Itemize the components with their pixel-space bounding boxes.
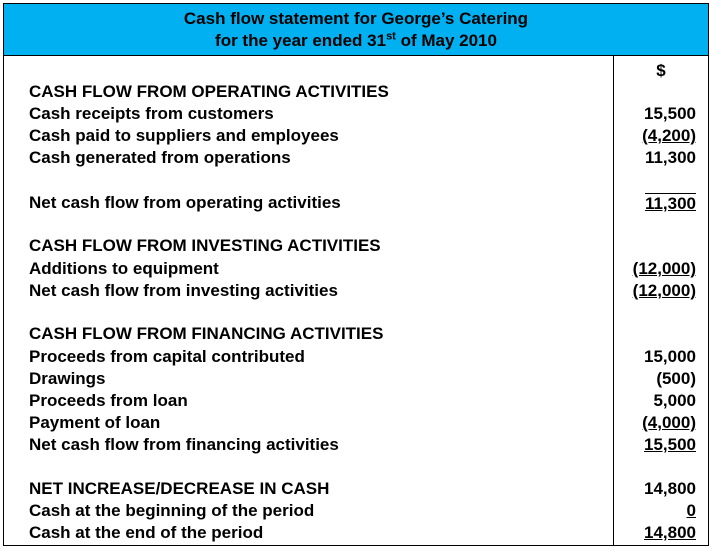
- row-label: Cash at the beginning of the period: [29, 501, 315, 520]
- row-amount: 14,800: [644, 523, 696, 542]
- statement-row: [4, 104, 708, 126]
- currency-header: $: [656, 61, 666, 80]
- row-amount: 11,300: [644, 148, 696, 167]
- row-label: Payment of loan: [29, 413, 161, 432]
- statement-row: [4, 236, 708, 258]
- row-amount: (12,000): [632, 281, 696, 300]
- row-label: CASH FLOW FROM FINANCING ACTIVITIES: [29, 324, 384, 343]
- row-label: Cash receipts from customers: [29, 104, 274, 123]
- row-label: Net cash flow from operating activities: [29, 193, 341, 212]
- statement-row: [4, 413, 708, 435]
- statement-title: [4, 4, 708, 56]
- row-label: Proceeds from capital contributed: [29, 347, 305, 366]
- title-line-1: Cash flow statement for George’s Catering: [183, 9, 529, 28]
- row-label: Proceeds from loan: [29, 391, 188, 410]
- statement-row: [4, 126, 708, 148]
- statement-row: [4, 479, 708, 501]
- statement-row: [4, 148, 708, 170]
- row-label: Cash generated from operations: [29, 148, 291, 167]
- row-label: Cash at the end of the period: [29, 523, 264, 542]
- row-label: NET INCREASE/DECREASE IN CASH: [29, 479, 330, 498]
- row-amount: (12,000): [632, 259, 696, 278]
- statement-row: [4, 523, 708, 545]
- row-amount: (500): [656, 369, 696, 388]
- statement-row: [4, 259, 708, 281]
- row-amount: 0: [686, 501, 696, 520]
- row-amount: (4,000): [642, 413, 696, 432]
- statement-row: [4, 435, 708, 457]
- statement-row: [4, 369, 708, 391]
- row-label: CASH FLOW FROM OPERATING ACTIVITIES: [29, 82, 389, 101]
- row-amount: 11,300: [644, 194, 696, 213]
- statement-row: [4, 82, 708, 104]
- statement-row: [4, 281, 708, 303]
- row-amount: 15,000: [644, 347, 696, 366]
- row-amount: 15,500: [644, 104, 696, 123]
- statement-row: [4, 501, 708, 523]
- statement-row: [4, 347, 708, 369]
- row-amount: 14,800: [644, 479, 696, 498]
- row-amount: 5,000: [653, 391, 696, 410]
- statement-row: [4, 193, 708, 215]
- title-line-2: for the year ended 31st of May 2010: [215, 30, 497, 50]
- row-label: Drawings: [29, 369, 106, 388]
- statement-row: [4, 324, 708, 346]
- cash-flow-statement: [3, 3, 709, 546]
- row-amount: 15,500: [644, 435, 696, 454]
- row-amount: (4,200): [642, 126, 696, 145]
- row-label: Cash paid to suppliers and employees: [29, 126, 339, 145]
- row-label: Net cash flow from financing activities: [29, 435, 339, 454]
- row-label: CASH FLOW FROM INVESTING ACTIVITIES: [29, 236, 381, 255]
- row-label: Additions to equipment: [29, 259, 219, 278]
- statement-row: [4, 391, 708, 413]
- row-label: Net cash flow from investing activities: [29, 281, 338, 300]
